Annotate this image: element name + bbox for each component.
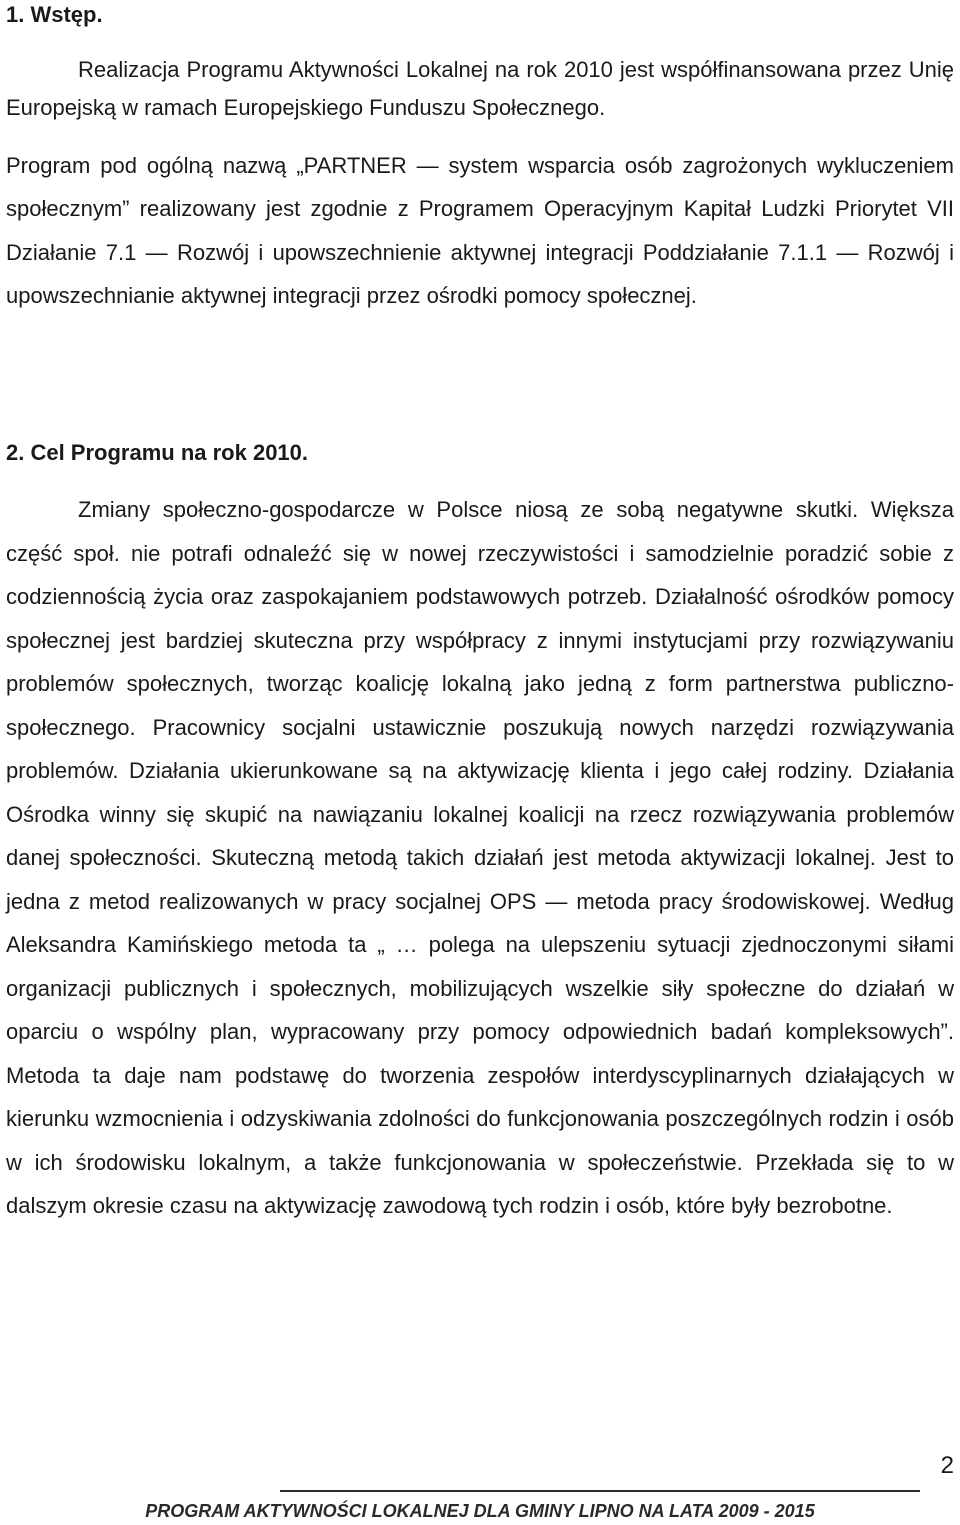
section-heading-program-goal: 2. Cel Programu na rok 2010.	[6, 440, 309, 465]
introduction-paragraph-1	[6, 51, 954, 127]
program-goal-paragraph-text: Zmiany społeczno-gospodarcze w Polsce niosą ze sobą negatywne skutki. Większa część społ. nie potrafi odnaleźć się w nowej rzeczywistości i samodzielnie poradzić sobie z codziennością życia oraz zaspokajaniem podstawowych potrzeb. Działalność ośrodków pomocy społecznej jest bardziej skuteczna przy współpracy z innymi instytucjami przy rozwiązywaniu problemów społecznych, tworząc koalicję lokalną jako jedną z form partnerstwa publiczno-społecznego. Pracownicy socjalni ustawicznie poszukują nowych narzędzi rozwiązywania problemów. Działania ukierunkowane są na aktywizację klienta i jego całej rodziny. Działania Ośrodka winny się skupić na nawiązaniu lokalnej koalicji na rzecz rozwiązywania problemów danej społeczności. Skuteczną metodą takich działań jest metoda aktywizacji lokalnej. Jest to jedna z metod realizowanych w pracy socjalnej OPS — metoda pracy środowiskowej. Według Aleksandra Kamińskiego metoda ta „ … polega na ulepszeniu sytuacji zjednoczonymi siłami organizacji publicznych i społecznych, mobilizujących wszelkie siły społeczne do działań w oparciu o wspólny plan, wypracowany przy pomocy odpowiednich badań kompleksowych”. Metoda ta daje nam podstawę do tworzenia zespołów interdyscyplinarnych działających w kierunku wzmocnienia i odzyskiwania zdolności do funkcjonowania poszczególnych rodzin i osób w ich środowisku lokalnym, a także funkcjonowania w społeczeństwie. Przekłada się to w dalszym okresie czasu na aktywizację zawodową tych rodzin i osób, które były bezrobotne.	[6, 497, 954, 1218]
page-number: 2	[940, 1452, 954, 1479]
section-heading-introduction: 1. Wstęp.	[6, 2, 103, 27]
program-goal-paragraph	[6, 488, 954, 1228]
footer-divider	[280, 1490, 920, 1492]
introduction-paragraph-2: Program pod ogólną nazwą „PARTNER — system wsparcia osób zagrożonych wykluczeniem społecznym” realizowany jest zgodnie z Programem Operacyjnym Kapitał Ludzki Priorytet VII Działanie 7.1 — Rozwój i upowszechnienie aktywnej integracji Poddziałanie 7.1.1 — Rozwój i upowszechnianie aktywnej integracji przez ośrodki pomocy społecznej.	[6, 153, 954, 308]
introduction-paragraph-1-text: Realizacja Programu Aktywności Lokalnej na rok 2010 jest współfinansowana przez Unię Europejską w ramach Europejskiego Funduszu Społecznego.	[6, 57, 954, 120]
footer-title: PROGRAM AKTYWNOŚCI LOKALNEJ DLA GMINY LIPNO NA LATA 2009 - 2015	[145, 1501, 815, 1521]
